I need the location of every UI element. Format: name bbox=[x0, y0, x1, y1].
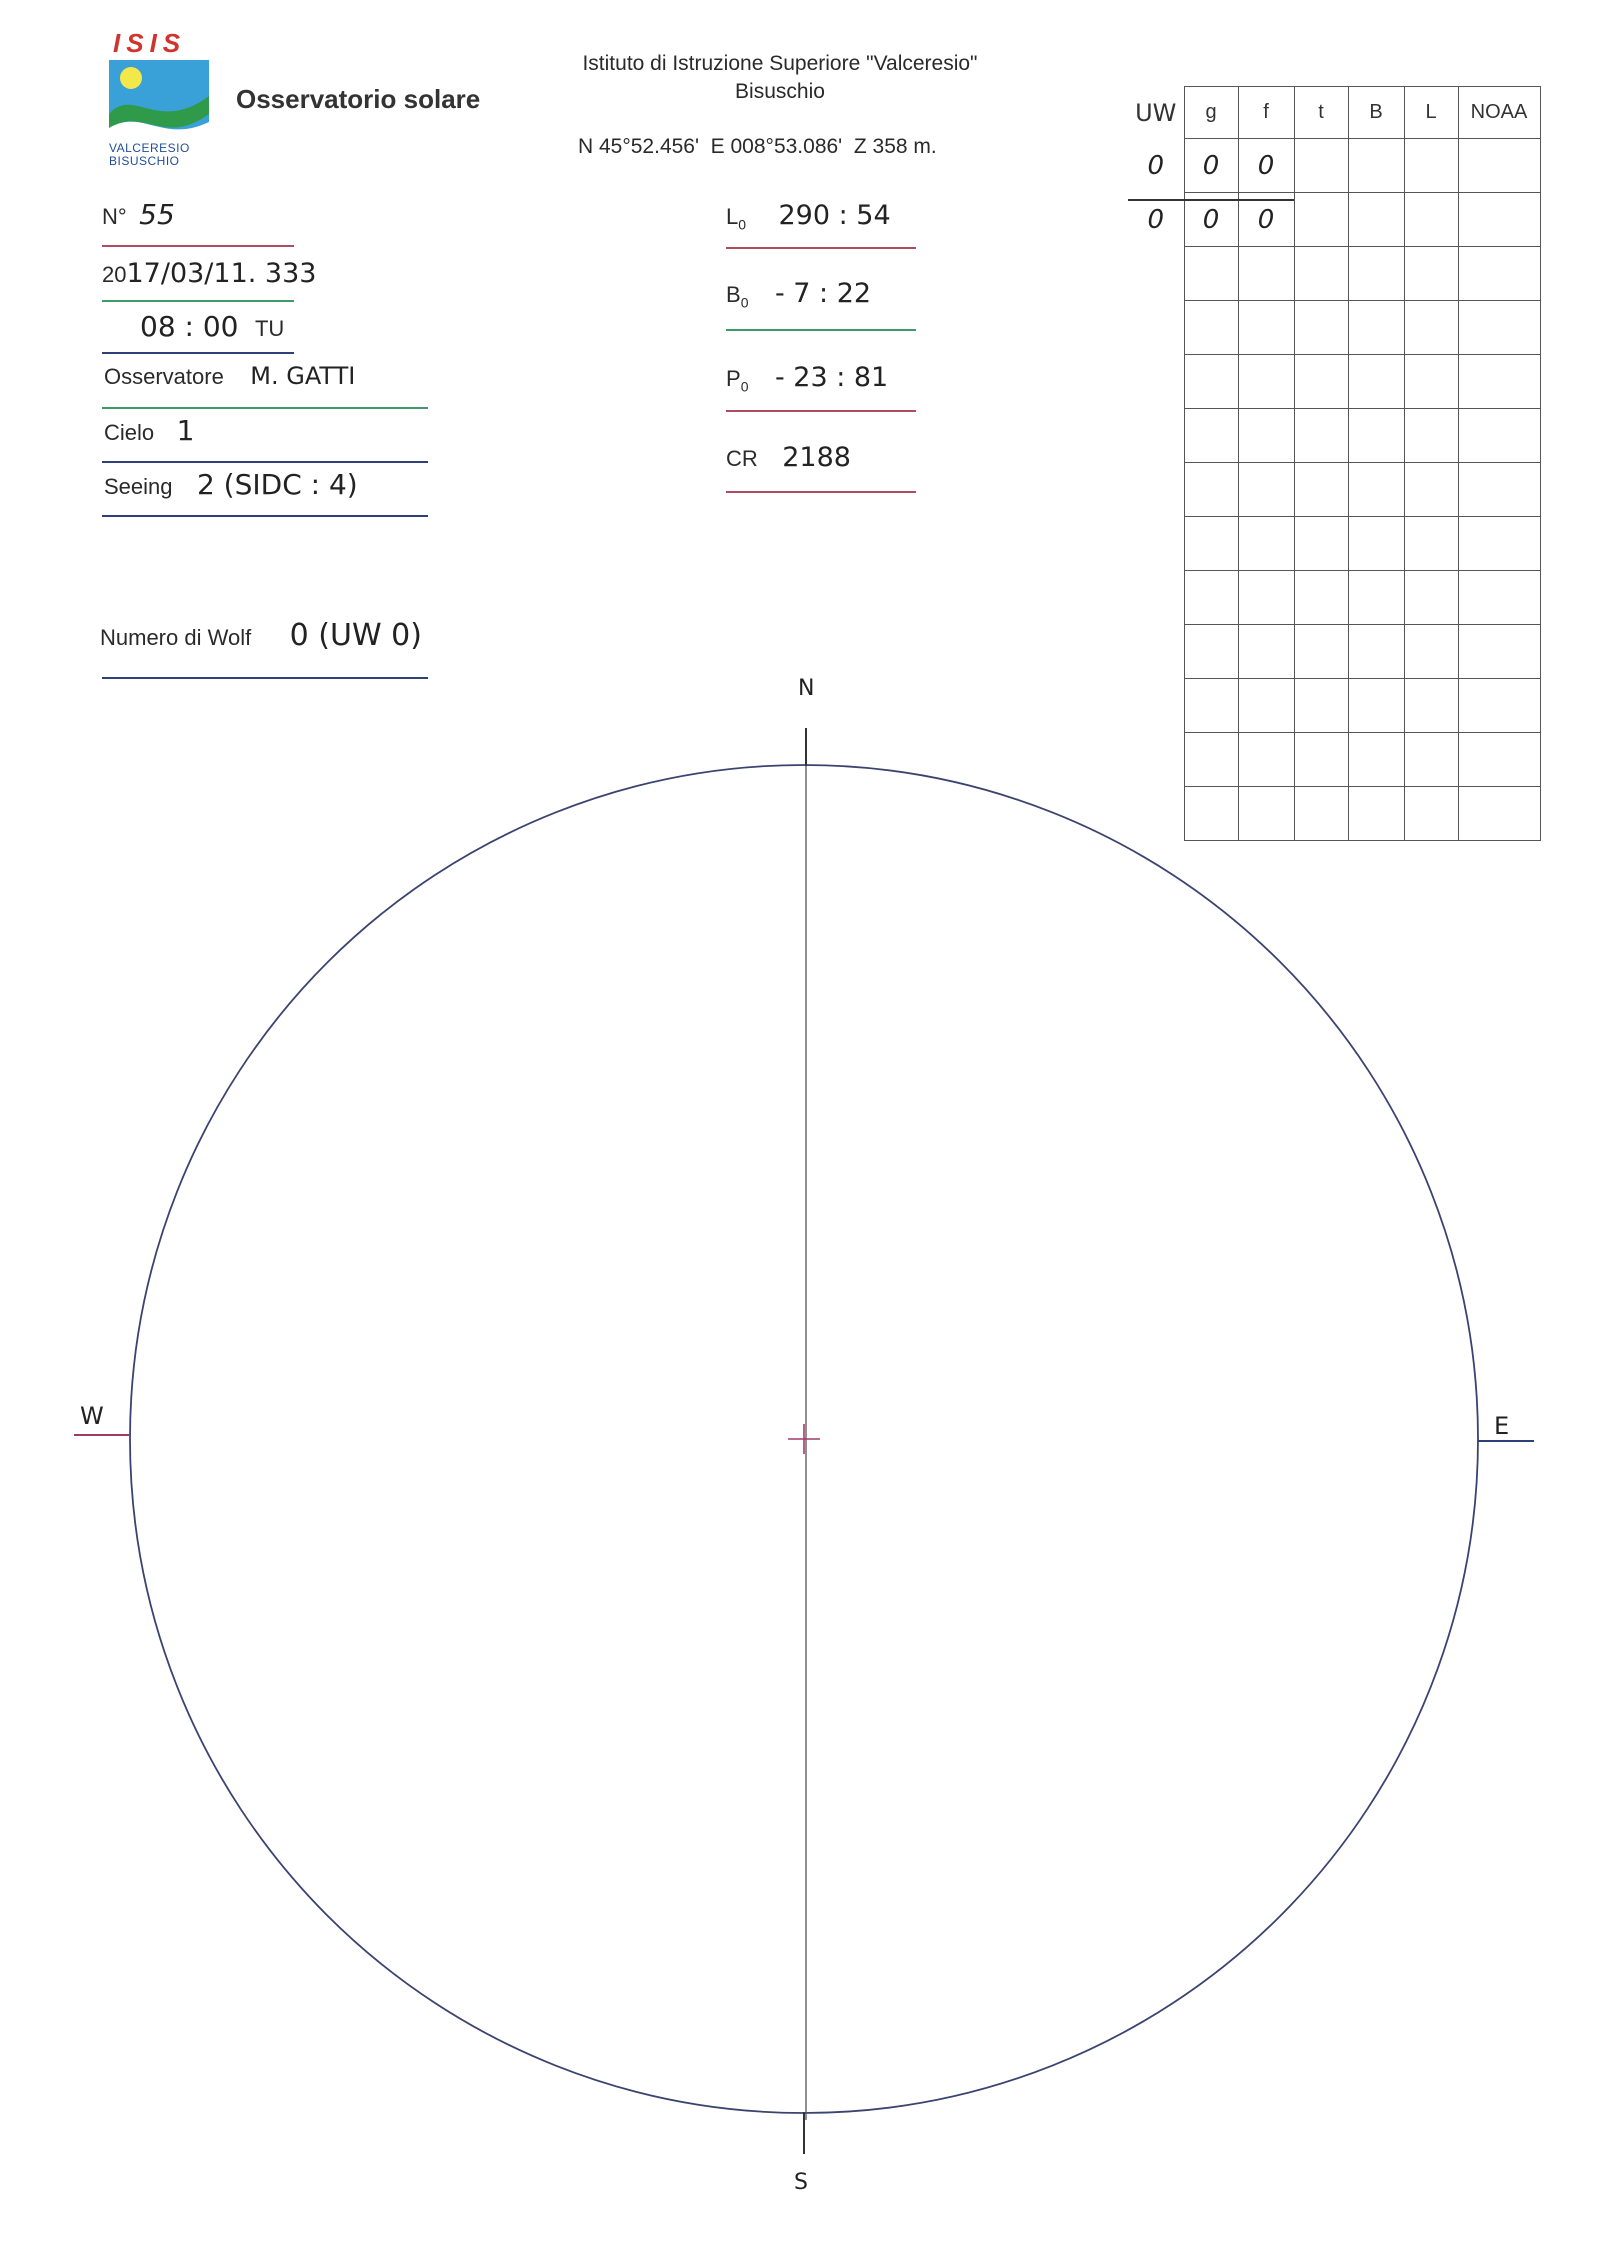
logo-subtitle-2: BISUSCHIO bbox=[109, 154, 180, 168]
sky-value: 1 bbox=[176, 414, 195, 447]
table-cell bbox=[1238, 301, 1294, 355]
table-cell bbox=[1404, 139, 1458, 193]
table-cell bbox=[1404, 517, 1458, 571]
table-cell: 0 bbox=[1184, 139, 1238, 193]
l0-value: 290 : 54 bbox=[778, 200, 891, 231]
wolf-value: 0 (UW 0) bbox=[289, 618, 422, 653]
observer-underline bbox=[102, 407, 428, 409]
cr-label: CR bbox=[726, 446, 758, 471]
number-field bbox=[102, 198, 175, 231]
seeing-label: Seeing bbox=[104, 474, 173, 499]
table-cell bbox=[1404, 247, 1458, 301]
north-label: N bbox=[798, 676, 815, 701]
logo-subtitle-1: VALCERESIO bbox=[109, 141, 190, 155]
table-header-cell: UW bbox=[1135, 98, 1177, 127]
p0-value: - 23 : 81 bbox=[774, 362, 889, 393]
table-cell bbox=[1458, 139, 1540, 193]
cr-field bbox=[726, 442, 851, 473]
table-cell bbox=[1128, 409, 1184, 463]
wolf-field bbox=[100, 618, 422, 653]
table-cell bbox=[1404, 409, 1458, 463]
number-underline bbox=[102, 245, 294, 247]
table-cell bbox=[1348, 355, 1404, 409]
table-cell bbox=[1294, 355, 1348, 409]
table-cell bbox=[1238, 517, 1294, 571]
b0-value: - 7 : 22 bbox=[774, 278, 872, 309]
table-cell bbox=[1184, 301, 1238, 355]
table-cell bbox=[1458, 193, 1540, 247]
table-cell bbox=[1294, 193, 1348, 247]
seeing-field bbox=[104, 468, 358, 501]
wolf-label: Numero di Wolf bbox=[100, 625, 252, 650]
table-cell bbox=[1184, 409, 1238, 463]
table-row bbox=[1128, 409, 1540, 463]
table-cell bbox=[1348, 247, 1404, 301]
table-row bbox=[1128, 355, 1540, 409]
table-cell bbox=[1294, 463, 1348, 517]
table-cell bbox=[1294, 301, 1348, 355]
table-cell bbox=[1458, 301, 1540, 355]
observer-field bbox=[104, 362, 355, 390]
sky-field bbox=[104, 414, 194, 447]
p0-field bbox=[726, 362, 888, 394]
observer-value: M. GATTI bbox=[250, 362, 356, 390]
table-cell bbox=[1238, 247, 1294, 301]
table-cell bbox=[1348, 463, 1404, 517]
cr-underline bbox=[726, 491, 916, 493]
table-header-cell: B bbox=[1348, 87, 1404, 139]
table-row bbox=[1128, 139, 1540, 193]
table-cell: 0 bbox=[1238, 193, 1294, 247]
table-cell bbox=[1458, 409, 1540, 463]
logo bbox=[103, 28, 215, 168]
table-row bbox=[1128, 247, 1540, 301]
table-header-cell: g bbox=[1184, 87, 1238, 139]
table-cell: 0 bbox=[1238, 139, 1294, 193]
b0-underline bbox=[726, 329, 916, 331]
p0-label: $P_0$ bbox=[726, 366, 749, 395]
table-cell: 0 bbox=[1147, 150, 1165, 181]
institute-town: Bisuschio bbox=[735, 80, 825, 103]
table-row bbox=[1128, 301, 1540, 355]
table-cell bbox=[1348, 193, 1404, 247]
table-cell bbox=[1128, 301, 1184, 355]
table-row bbox=[1128, 463, 1540, 517]
observer-label: Osservatore bbox=[104, 364, 224, 389]
table-header-row bbox=[1128, 87, 1540, 139]
table-header-cell: NOAA bbox=[1458, 87, 1540, 139]
table-cell: 0 bbox=[1184, 193, 1238, 247]
table-cell bbox=[1184, 463, 1238, 517]
institute-name: Istituto di Istruzione Superiore "Valceresio" bbox=[582, 52, 978, 75]
time-underline bbox=[102, 352, 294, 354]
table-header-cell: t bbox=[1294, 87, 1348, 139]
logo-emblem-icon bbox=[103, 56, 215, 148]
table-cell bbox=[1184, 517, 1238, 571]
table-cell bbox=[1184, 247, 1238, 301]
table-header-cell: L bbox=[1404, 87, 1458, 139]
table-cell bbox=[1238, 409, 1294, 463]
l0-label: $L_0$ bbox=[726, 204, 747, 233]
p0-underline bbox=[726, 410, 916, 412]
table-cell bbox=[1294, 247, 1348, 301]
time-value: 08 : 00 bbox=[140, 310, 239, 343]
table-cell bbox=[1294, 517, 1348, 571]
table-cell bbox=[1294, 409, 1348, 463]
number-value: 55 bbox=[139, 198, 175, 231]
table-cell bbox=[1184, 571, 1238, 625]
table-cell bbox=[1184, 355, 1238, 409]
logo-text: ISIS bbox=[113, 28, 187, 58]
date-value: 17/03/11. 333 bbox=[126, 258, 317, 289]
table-cell bbox=[1128, 463, 1184, 517]
seeing-value: 2 (SIDC : 4) bbox=[196, 468, 358, 501]
table-cell bbox=[1348, 139, 1404, 193]
date-field bbox=[102, 258, 316, 289]
table-row bbox=[1128, 571, 1540, 625]
l0-field bbox=[726, 200, 891, 232]
table-cell bbox=[1238, 355, 1294, 409]
table-cell bbox=[1404, 463, 1458, 517]
east-label: E bbox=[1494, 1412, 1510, 1440]
b0-label: $B_0$ bbox=[726, 282, 749, 311]
west-label: W bbox=[80, 1402, 104, 1430]
table-cell bbox=[1238, 571, 1294, 625]
sky-underline bbox=[102, 461, 428, 463]
table-cell bbox=[1128, 517, 1184, 571]
seeing-underline bbox=[102, 515, 428, 517]
table-row bbox=[1128, 517, 1540, 571]
table-cell bbox=[1458, 247, 1540, 301]
date-prefix: 20 bbox=[102, 262, 127, 287]
table-cell bbox=[1404, 571, 1458, 625]
table-cell bbox=[1294, 139, 1348, 193]
table-cell bbox=[1458, 463, 1540, 517]
table-cell: 0 bbox=[1147, 204, 1165, 235]
solar-disc-diagram bbox=[0, 660, 1600, 2220]
site-coordinates: N 45°52.456' E 008°53.086' Z 358 m. bbox=[578, 135, 937, 158]
table-cell bbox=[1458, 571, 1540, 625]
time-field bbox=[140, 310, 284, 343]
table-cell bbox=[1238, 463, 1294, 517]
table-cell bbox=[1348, 301, 1404, 355]
table-cell bbox=[1404, 193, 1458, 247]
table-cell bbox=[1348, 517, 1404, 571]
table-cell bbox=[1348, 571, 1404, 625]
table-cell bbox=[1128, 355, 1184, 409]
number-label: N° bbox=[102, 204, 127, 229]
table-cell bbox=[1458, 517, 1540, 571]
table-cell bbox=[1404, 355, 1458, 409]
l0-underline bbox=[726, 247, 916, 249]
south-label: S bbox=[794, 2170, 808, 2195]
date-underline bbox=[102, 300, 294, 302]
table-divider-line bbox=[1128, 199, 1294, 201]
table-cell bbox=[1128, 571, 1184, 625]
table-cell bbox=[1128, 247, 1184, 301]
sky-label: Cielo bbox=[104, 420, 155, 445]
table-cell bbox=[1404, 301, 1458, 355]
table-header-cell: f bbox=[1238, 87, 1294, 139]
time-unit: TU bbox=[254, 316, 285, 341]
observatory-title: Osservatorio solare bbox=[236, 84, 481, 114]
table-cell bbox=[1348, 409, 1404, 463]
b0-field bbox=[726, 278, 871, 310]
table-cell bbox=[1294, 571, 1348, 625]
table-cell bbox=[1458, 355, 1540, 409]
cr-value: 2188 bbox=[782, 442, 851, 473]
